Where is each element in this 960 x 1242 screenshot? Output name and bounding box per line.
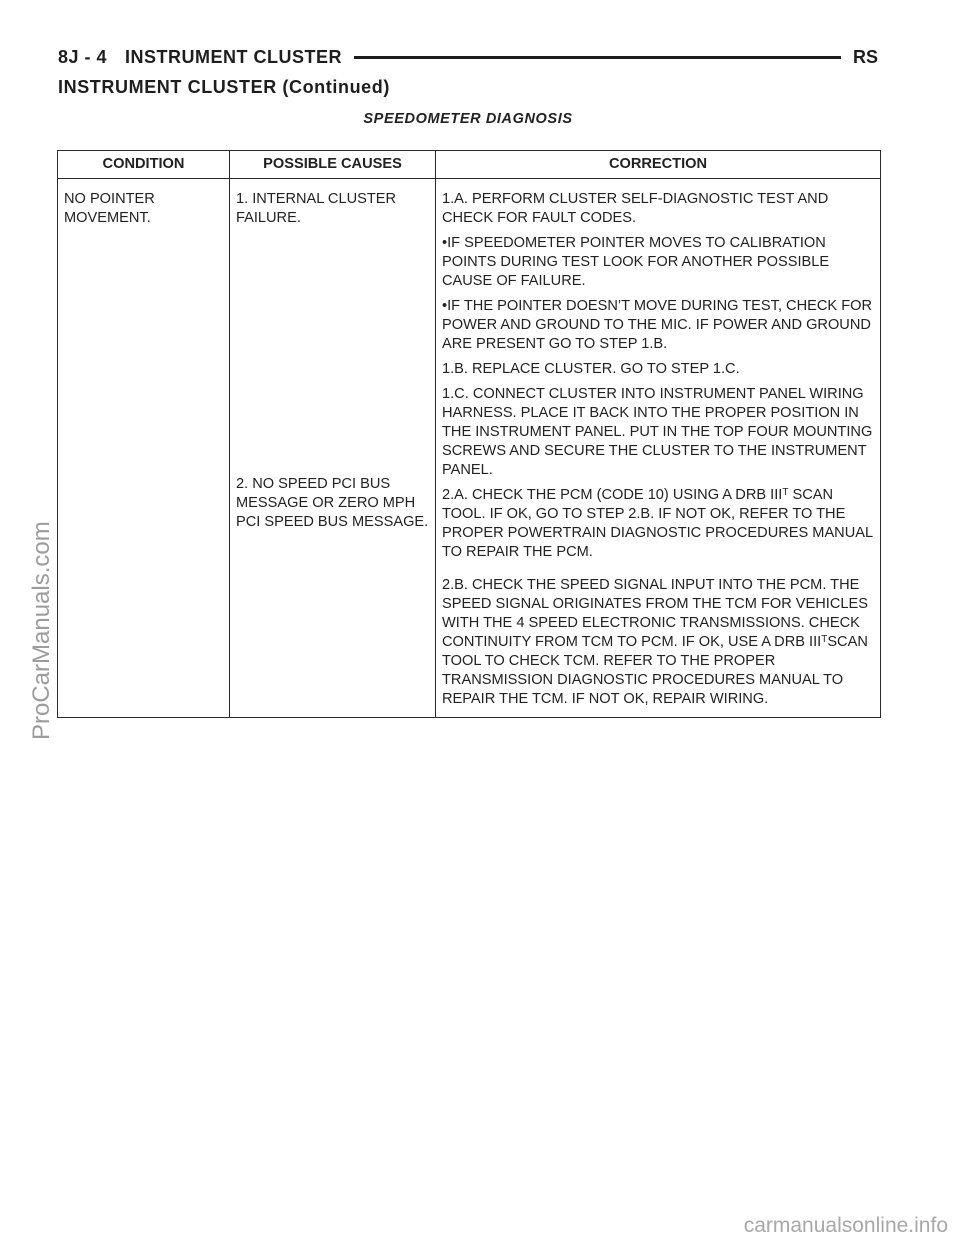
footer-watermark: carmanualsonline.info [743, 1214, 948, 1237]
condition-text: NO POINTER MOVEMENT. [64, 191, 155, 226]
table-header-row [58, 151, 881, 179]
diagnosis-table [57, 150, 881, 718]
possible-causes-cell [230, 179, 436, 718]
registered-mark: T [821, 634, 828, 645]
page-header [58, 46, 878, 68]
correction-cell [436, 179, 881, 718]
correction-1b: 1.B. REPLACE CLUSTER. GO TO STEP 1.C. [442, 361, 740, 377]
model-code: RS [852, 46, 878, 67]
registered-mark: T [782, 487, 789, 498]
header-rule [354, 56, 841, 59]
column-header-correction: CORRECTION [436, 151, 881, 179]
column-header-condition: CONDITION [58, 151, 230, 179]
correction-2b-text-end: SCAN TOOL TO CHECK TCM. REFER TO THE PROPER TRANSMISSION DIAGNOSTIC PROCEDURES MANUAL TO REPAIR THE TCM. IF NOT OK, REPAIR WIRING. [442, 634, 868, 707]
side-watermark: ProCarManuals.com [28, 521, 55, 740]
column-header-possible-causes: POSSIBLE CAUSES [230, 151, 436, 179]
correction-2b-text-start: 2.B. CHECK THE SPEED SIGNAL INPUT INTO THE PCM. THE SPEED SIGNAL ORIGINATES FROM THE TCM FOR VEHICLES WITH THE 4 SPEED ELECTRONIC TRANSMISSIONS. CHECK CONTINUITY FROM TCM TO PCM. IF OK, USE A DRB III [442, 577, 868, 650]
condition-cell [58, 179, 230, 718]
cause-2: 2. NO SPEED PCI BUS MESSAGE OR ZERO MPH PCI SPEED BUS MESSAGE. [236, 476, 429, 530]
table-row [58, 179, 881, 718]
correction-2a-text-start: 2.A. CHECK THE PCM (CODE 10) USING A DRB III [442, 487, 783, 503]
correction-2b [442, 576, 874, 709]
cause-1: 1. INTERNAL CLUSTER FAILURE. [236, 191, 397, 226]
table-caption: SPEEDOMETER DIAGNOSIS [363, 111, 573, 127]
correction-1c: 1.C. CONNECT CLUSTER INTO INSTRUMENT PANEL WIRING HARNESS. PLACE IT BACK INTO THE PROPER POSITION IN THE INSTRUMENT PANEL. PUT IN THE TOP FOUR MOUNTING SCREWS AND SECURE THE CLUSTER TO THE INSTRUMENT PANEL. [442, 386, 873, 478]
correction-1a: 1.A. PERFORM CLUSTER SELF-DIAGNOSTIC TEST AND CHECK FOR FAULT CODES. [442, 191, 829, 226]
continued-heading: INSTRUMENT CLUSTER (Continued) [58, 77, 390, 97]
correction-2a-text-end: SCAN TOOL. IF OK, GO TO STEP 2.B. IF NOT OK, REFER TO THE PROPER POWERTRAIN DIAGNOSTIC PROCEDURES MANUAL TO REPAIR THE PCM. [442, 487, 873, 560]
correction-bullet-1: •IF SPEEDOMETER POINTER MOVES TO CALIBRATION POINTS DURING TEST LOOK FOR ANOTHER POSSIBLE CAUSE OF FAILURE. [442, 235, 830, 289]
section-number: 8J - 4 [58, 46, 108, 67]
correction-2a [442, 486, 874, 562]
correction-bullet-2: •IF THE POINTER DOESN’T MOVE DURING TEST, CHECK FOR POWER AND GROUND TO THE MIC. IF POWER AND GROUND ARE PRESENT GO TO STEP 1.B. [442, 298, 872, 352]
chapter-title: INSTRUMENT CLUSTER [125, 46, 343, 67]
